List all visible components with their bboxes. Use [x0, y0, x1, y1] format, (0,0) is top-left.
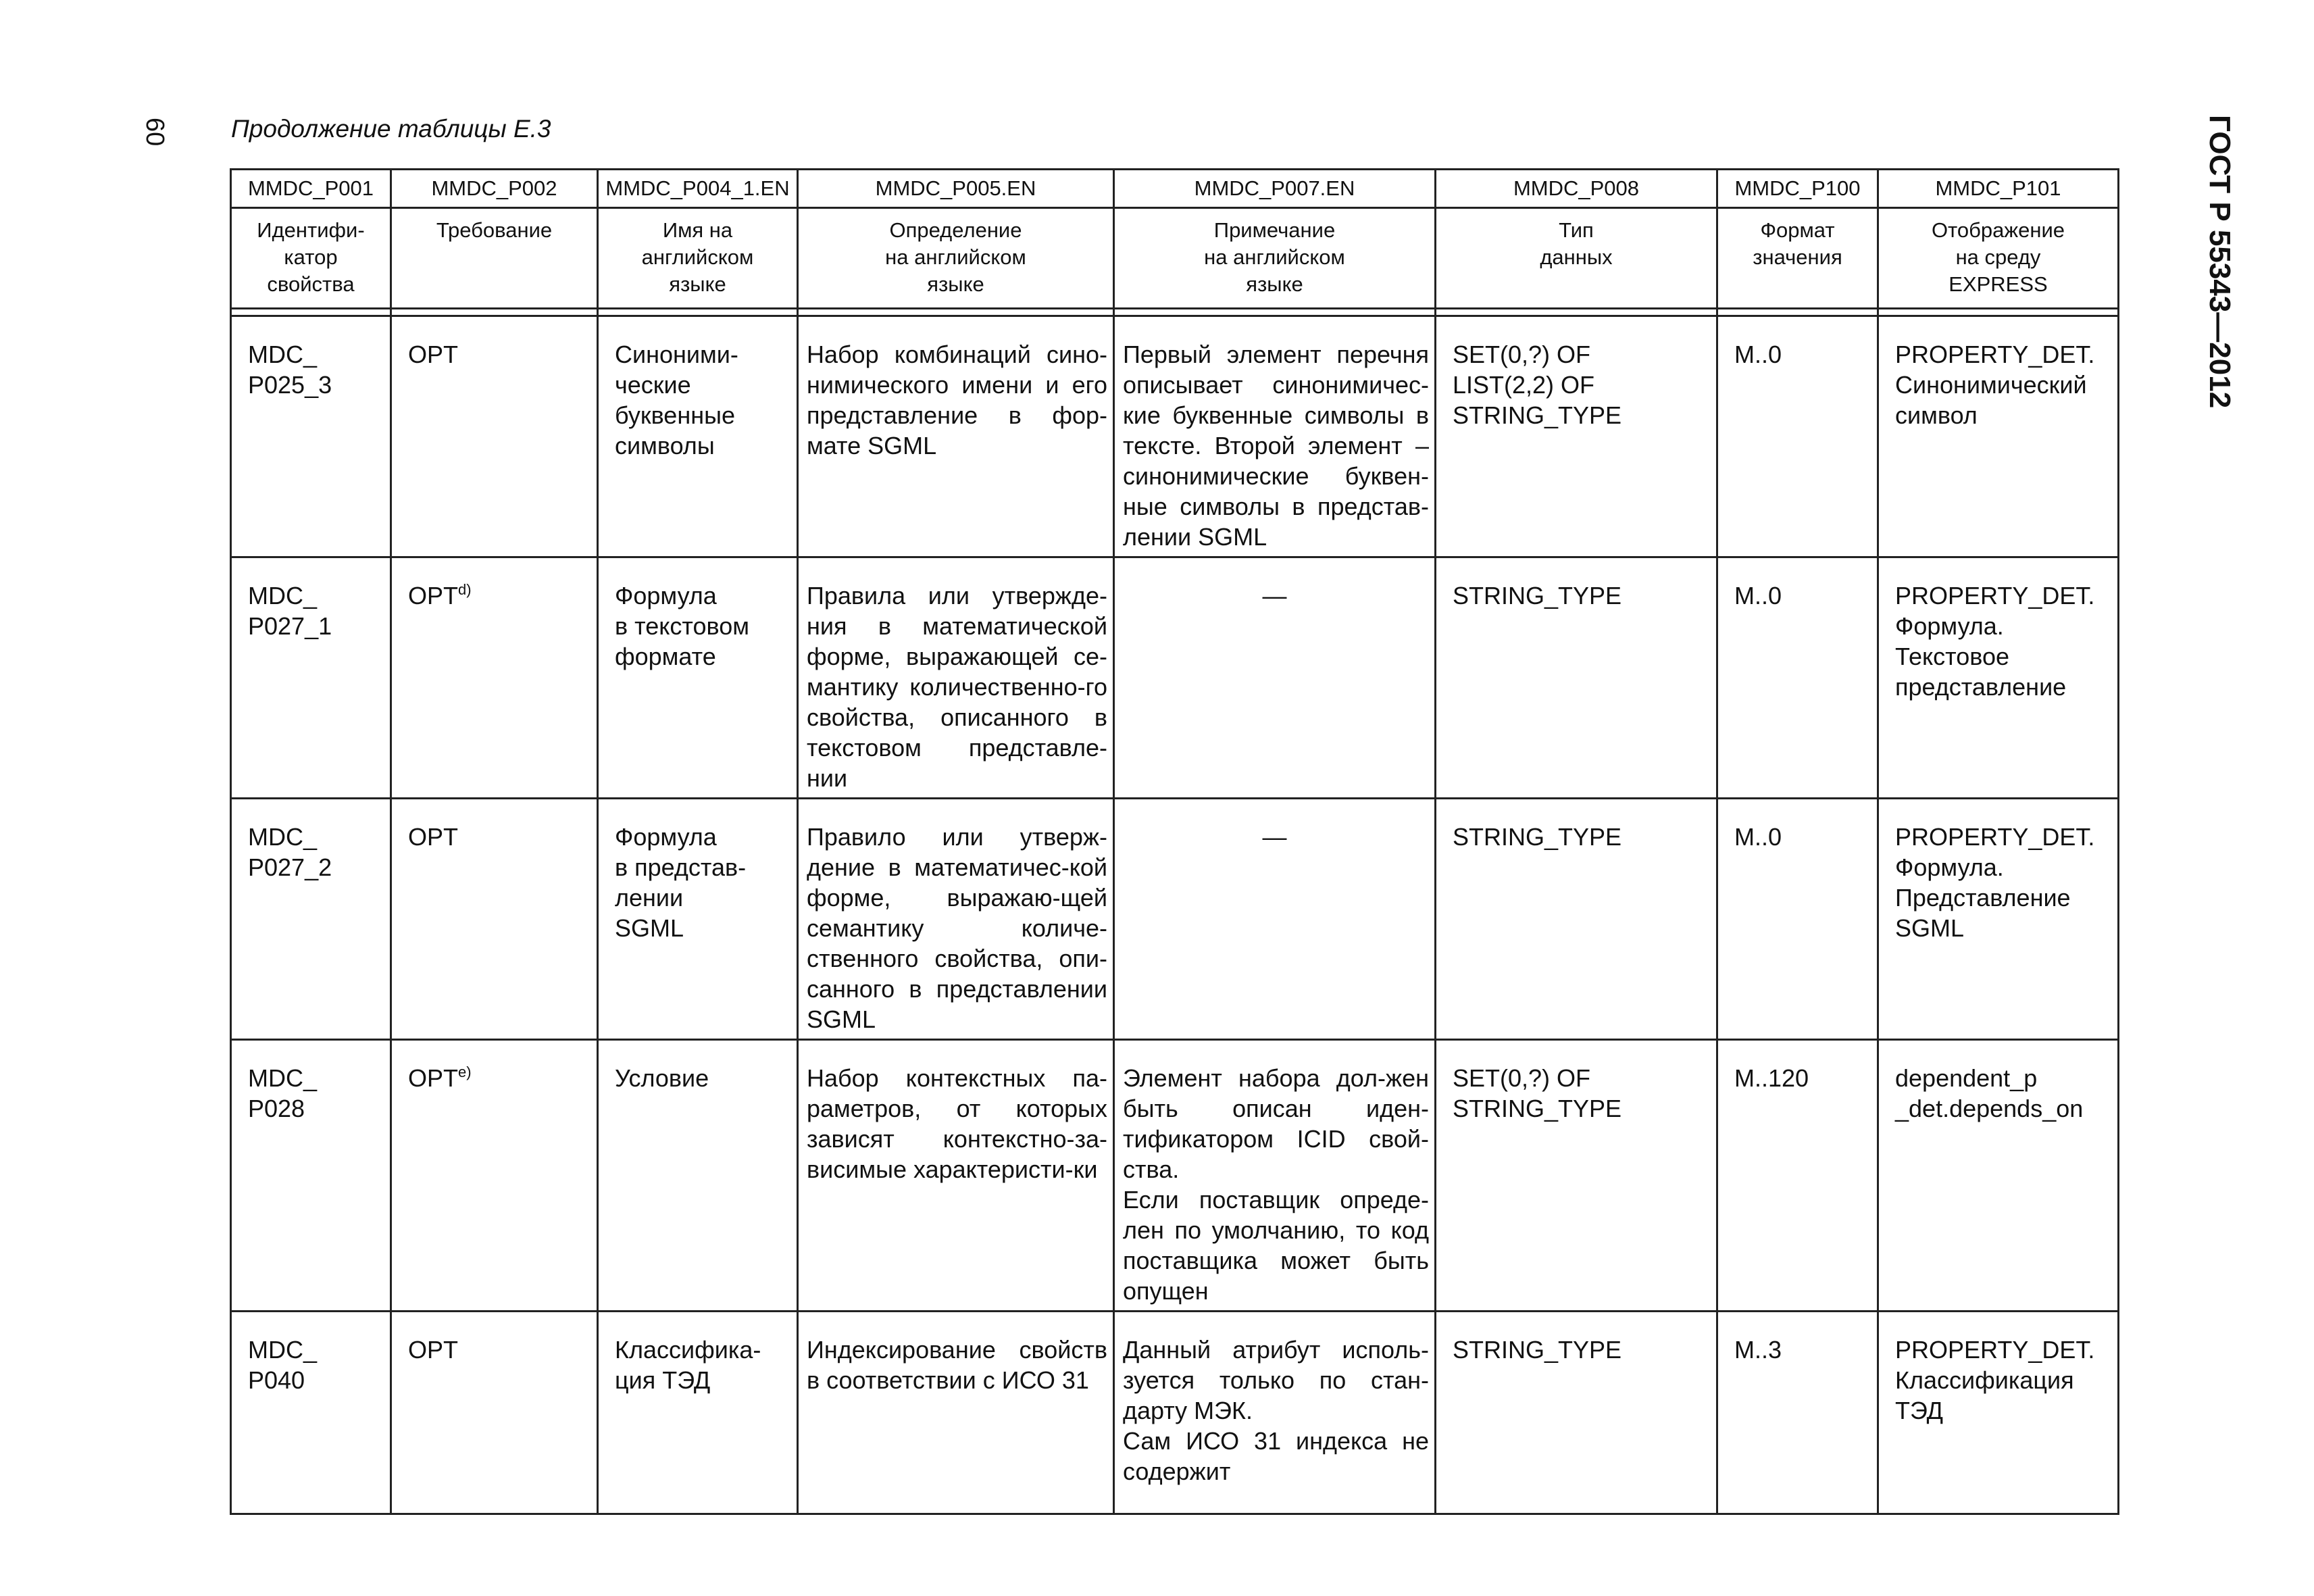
code-cell: MMDC_P007.EN	[1114, 170, 1436, 208]
column-header: Формат значения	[1717, 208, 1878, 309]
value-format: M..0	[1717, 316, 1878, 557]
express-mapping: PROPERTY_DET. Формула. Представление SGML	[1878, 799, 2119, 1040]
requirement-text: OPT	[408, 341, 459, 368]
property-id: MDC_ P028	[231, 1040, 391, 1312]
note: Первый элемент перечня описывает синонимичес-кие буквенные символы в тексте. Второй элемент – синонимические буквен-ные символы в представ-лении SGML	[1114, 316, 1436, 557]
english-name: Условие	[598, 1040, 798, 1312]
value-format: M..3	[1717, 1312, 1878, 1514]
header-row	[231, 208, 2119, 309]
requirement-text: OPT	[408, 582, 459, 609]
column-header: Идентифи- катор свойства	[231, 208, 391, 309]
requirement	[391, 316, 598, 557]
table-row	[231, 1040, 2119, 1312]
requirement-text: OPT	[408, 823, 459, 851]
data-type: SET(0,?) OF LIST(2,2) OF STRING_TYPE	[1436, 316, 1717, 557]
requirement-text: OPT	[408, 1336, 459, 1364]
code-cell: MMDC_P001	[231, 170, 391, 208]
table-row	[231, 557, 2119, 799]
requirement	[391, 799, 598, 1040]
express-mapping: dependent_p _det.depends_on	[1878, 1040, 2119, 1312]
requirement	[391, 1040, 598, 1312]
requirement-text: OPT	[408, 1064, 459, 1092]
english-name: Формула в представ- лении SGML	[598, 799, 798, 1040]
code-cell: MMDC_P008	[1436, 170, 1717, 208]
table-row	[231, 316, 2119, 557]
column-header: Отображение на среду EXPRESS	[1878, 208, 2119, 309]
data-type: STRING_TYPE	[1436, 1312, 1717, 1514]
definition: Набор комбинаций сино-нимического имени и его представление в фор-мате SGML	[798, 316, 1114, 557]
data-type: SET(0,?) OF STRING_TYPE	[1436, 1040, 1717, 1312]
definition: Индексирование свойств в соответствии с ИСО 31	[798, 1312, 1114, 1514]
definition: Правило или утверж-дение в математичес-кой форме, выражаю-щей семантику количе-ственного свойства, опи-санного в представлении SGML	[798, 799, 1114, 1040]
code-cell: MMDC_P100	[1717, 170, 1878, 208]
requirement	[391, 557, 598, 799]
value-format: M..0	[1717, 799, 1878, 1040]
table-row	[231, 799, 2119, 1040]
note: Элемент набора дол-жен быть описан иден-тификатором ICID свой-ства. Если поставщик опреде-лен по умолчанию, то код поставщика может быть опущен	[1114, 1040, 1436, 1312]
english-name: Синоними- ческие буквенные символы	[598, 316, 798, 557]
property-id: MDC_ P025_3	[231, 316, 391, 557]
value-format: M..120	[1717, 1040, 1878, 1312]
column-header: Примечание на английском языке	[1114, 208, 1436, 309]
data-type: STRING_TYPE	[1436, 557, 1717, 799]
header-gap	[231, 309, 2119, 316]
note: —	[1114, 799, 1436, 1040]
definition: Правила или утвержде-ния в математической форме, выражающей се-мантику количественно-го свойства, описанного в текстовом представле-нии	[798, 557, 1114, 799]
property-id: MDC_ P027_1	[231, 557, 391, 799]
english-name: Формула в текстовом формате	[598, 557, 798, 799]
code-cell: MMDC_P005.EN	[798, 170, 1114, 208]
page-number: 60	[141, 118, 169, 147]
requirement-footnote: e)	[458, 1064, 472, 1080]
note: —	[1114, 557, 1436, 799]
properties-table	[230, 168, 2119, 1515]
column-header: Определение на английском языке	[798, 208, 1114, 309]
note: Данный атрибут исполь-зуется только по стан-дарту МЭК. Сам ИСО 31 индекса не содержит	[1114, 1312, 1436, 1514]
english-name: Классифика- ция ТЭД	[598, 1312, 798, 1514]
code-cell: MMDC_P101	[1878, 170, 2119, 208]
property-id: MDC_ P027_2	[231, 799, 391, 1040]
value-format: M..0	[1717, 557, 1878, 799]
code-cell: MMDC_P002	[391, 170, 598, 208]
express-mapping: PROPERTY_DET. Формула. Текстовое представление	[1878, 557, 2119, 799]
definition: Набор контекстных па-раметров, от которых зависят контекстно-за-висимые характеристи-ки	[798, 1040, 1114, 1312]
standard-title: ГОСТ Р 55343—2012	[2203, 115, 2236, 409]
express-mapping: PROPERTY_DET. Классификация ТЭД	[1878, 1312, 2119, 1514]
data-type: STRING_TYPE	[1436, 799, 1717, 1040]
column-header: Имя на английском языке	[598, 208, 798, 309]
property-id: MDC_ P040	[231, 1312, 391, 1514]
column-header: Тип данных	[1436, 208, 1717, 309]
column-header: Требование	[391, 208, 598, 309]
table-row	[231, 1312, 2119, 1514]
table-caption: Продолжение таблицы Е.3	[231, 115, 551, 143]
code-cell: MMDC_P004_1.EN	[598, 170, 798, 208]
requirement	[391, 1312, 598, 1514]
express-mapping: PROPERTY_DET. Синонимический символ	[1878, 316, 2119, 557]
requirement-footnote: d)	[458, 581, 472, 598]
code-row	[231, 170, 2119, 208]
